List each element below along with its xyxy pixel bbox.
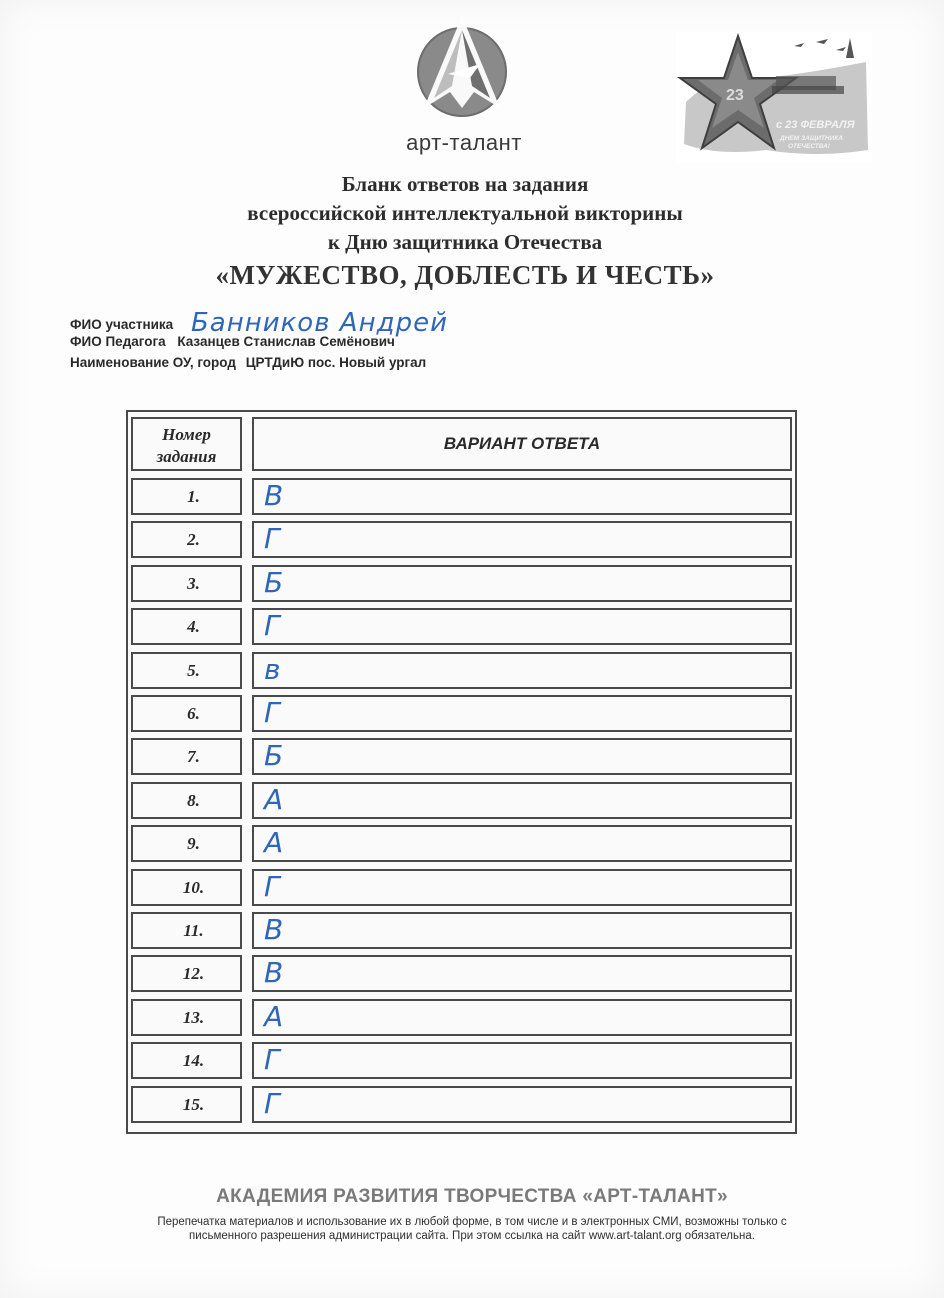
participant-label: ФИО участника [70, 317, 174, 332]
badge-number: 23 [726, 87, 744, 104]
answer-cell [252, 478, 792, 515]
table-row [131, 999, 792, 1036]
handwritten-answer: А [264, 783, 284, 816]
table-row [131, 1042, 792, 1079]
footer-note-line2: письменного разрешения администрации сайта. При этом ссылка на сайт www.art-talant.org обязательна. [189, 1230, 755, 1242]
table-row [131, 652, 792, 689]
task-number-cell: 7. [131, 738, 242, 775]
header-task-number [131, 417, 242, 471]
footer-title: АКАДЕМИЯ РАЗВИТИЯ ТВОРЧЕСТВА «АРТ-ТАЛАНТ» [216, 1186, 728, 1207]
handwritten-answer: Б [264, 566, 284, 599]
answer-cell [252, 825, 792, 862]
handwritten-answer: А [264, 1000, 284, 1033]
answer-cell [252, 738, 792, 775]
task-number-cell: 2. [131, 521, 242, 558]
task-number-cell: 1. [131, 478, 242, 515]
header-task-number-line2: задания [156, 447, 217, 466]
task-number-cell: 13. [131, 999, 242, 1036]
task-number-cell: 12. [131, 955, 242, 992]
title-line-1: Бланк ответов на задания [341, 172, 589, 196]
organization-value: ЦРТДиЮ пос. Новый ургал [245, 355, 427, 370]
table-row [131, 825, 792, 862]
task-number-cell: 9. [131, 825, 242, 862]
handwritten-answer: В [264, 913, 284, 946]
table-row [131, 608, 792, 645]
answer-cell [252, 1086, 792, 1123]
defender-day-star-emblem-icon [676, 32, 872, 162]
answer-cell [252, 955, 792, 992]
answer-cell [252, 608, 792, 645]
handwritten-answer: Г [264, 870, 280, 903]
handwritten-answer: Г [264, 1087, 280, 1120]
table-row [131, 912, 792, 949]
badge-caption-line1: ДНЕМ ЗАЩИТНИКА [780, 135, 843, 142]
task-number-cell: 6. [131, 695, 242, 732]
task-number-cell: 3. [131, 565, 242, 602]
handwritten-answer: Б [264, 739, 284, 772]
handwritten-answer: Г [264, 522, 280, 555]
header-answer-variant: ВАРИАНТ ОТВЕТА [252, 417, 792, 471]
answer-cell [252, 565, 792, 602]
answer-cell [252, 1042, 792, 1079]
footer-copyright-note [96, 1215, 848, 1243]
table-row [131, 869, 792, 906]
answer-cell [252, 695, 792, 732]
handwritten-answer: Г [264, 696, 280, 729]
task-number-cell: 5. [131, 652, 242, 689]
badge-caption-line2: ОТЕЧЕСТВА! [788, 143, 831, 150]
badge-date-text: с 23 ФЕВРАЛЯ [776, 119, 855, 131]
teacher-label: ФИО Педагога [70, 334, 166, 349]
teacher-line [70, 334, 395, 349]
table-row [131, 478, 792, 515]
table-row [131, 738, 792, 775]
header-task-number-line1: Номер [162, 425, 211, 444]
document-title [150, 170, 780, 293]
table-row [131, 521, 792, 558]
answer-cell [252, 999, 792, 1036]
task-number-cell: 15. [131, 1086, 242, 1123]
handwritten-answer: в [264, 653, 281, 686]
logo-text: арт-талант [406, 130, 522, 155]
handwritten-answer: В [264, 956, 284, 989]
task-number-cell: 10. [131, 869, 242, 906]
teacher-value: Казанцев Станислав Семёнович [177, 334, 395, 349]
footer-note-line1: Перепечатка материалов и использование их в любой форме, в том числе и в электронных СМИ, возможны только с [157, 1216, 787, 1228]
answer-cell [252, 652, 792, 689]
table-row [131, 1086, 792, 1123]
answer-cell [252, 782, 792, 819]
title-line-2: всероссийской интеллектуальной викторины [247, 201, 683, 225]
participant-line [70, 306, 448, 336]
task-number-cell: 11. [131, 912, 242, 949]
title-quiz-name: «МУЖЕСТВО, ДОБЛЕСТЬ И ЧЕСТЬ» [215, 260, 715, 290]
task-number-cell: 14. [131, 1042, 242, 1079]
task-number-cell: 4. [131, 608, 242, 645]
handwritten-answer: Г [264, 609, 280, 642]
answer-cell [252, 912, 792, 949]
task-number-cell: 8. [131, 782, 242, 819]
table-row [131, 782, 792, 819]
table-row [131, 955, 792, 992]
art-talant-logo-icon [412, 12, 512, 122]
answer-cell [252, 521, 792, 558]
handwritten-answer: В [264, 479, 284, 512]
answer-cell [252, 869, 792, 906]
table-row [131, 695, 792, 732]
handwritten-answer: А [264, 826, 284, 859]
title-line-3: к Дню защитника Отечества [327, 230, 603, 254]
participant-value: Банников Андрей [190, 308, 448, 338]
organization-line [70, 355, 426, 370]
table-row [131, 565, 792, 602]
handwritten-answer: Г [264, 1043, 280, 1076]
organization-label: Наименование ОУ, город [70, 355, 236, 370]
